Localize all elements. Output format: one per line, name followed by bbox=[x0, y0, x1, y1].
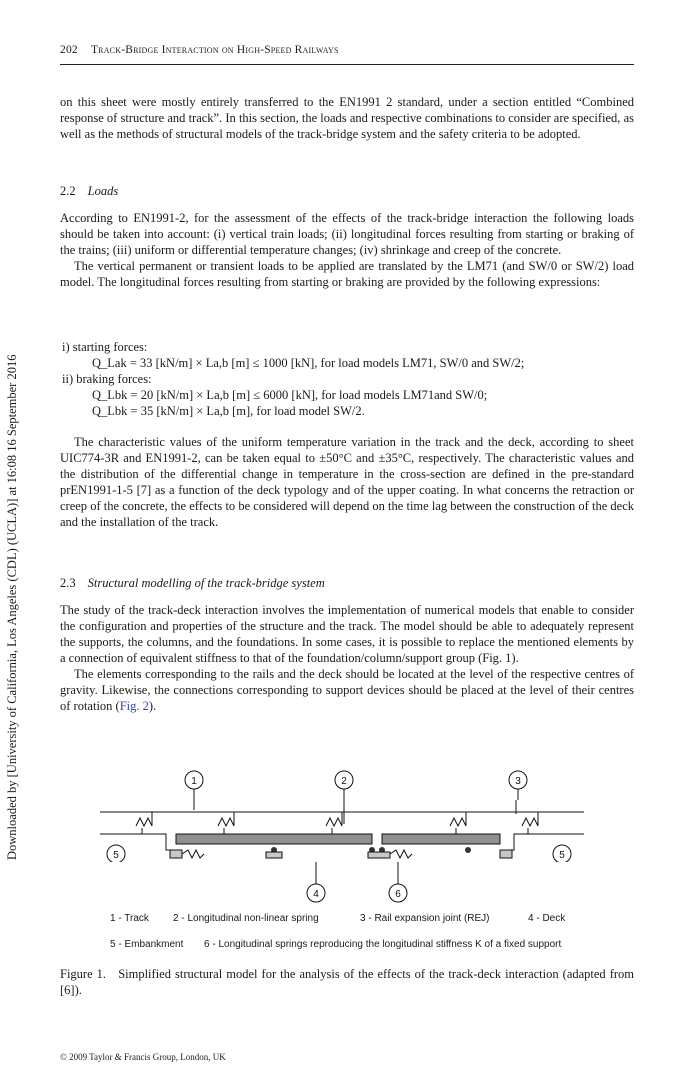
running-title: Track-Bridge Interaction on High-Speed Railways bbox=[90, 44, 339, 56]
marker-6-label: 6 bbox=[395, 889, 401, 900]
legend-spring: 2 - Longitudinal non-linear spring bbox=[173, 913, 319, 924]
marker-5-right-label: 5 bbox=[559, 850, 565, 861]
loads-body bbox=[60, 210, 634, 290]
spring-deck-1 bbox=[218, 812, 234, 834]
equation-braking-lm71: Q_Lbk = 20 [kN/m] × La,b [m] ≤ 6000 [kN], for load models LM71and SW/0; bbox=[92, 388, 488, 402]
spring-deck-3 bbox=[450, 812, 466, 834]
temperature-text: The characteristic values of the uniform temperature variation in the track and the deck, according to sheet UIC774-3R and EN1991-2, can be taken equal to ±50°C and ±35°C, respectively. The characteristic values and the distribution of the differential change in temperature in the cross-section are defined in the pre-standard prEN1991-1-5 [7] as a function of the deck typology and of the upper coating. In what concerns the retraction or creep of the concrete, the effects to be considered will depend on the time lag between the construction of the deck and the installation of the track. bbox=[60, 435, 634, 529]
spring-embankment-1 bbox=[136, 812, 152, 834]
legend-embankment: 5 - Embankment bbox=[110, 939, 184, 950]
figure-caption bbox=[60, 966, 634, 998]
marker-5-left-label: 5 bbox=[113, 850, 119, 861]
marker-1-label: 1 bbox=[191, 776, 197, 787]
legend-rej: 3 - Rail expansion joint (REJ) bbox=[360, 913, 490, 924]
section-title: Loads bbox=[87, 184, 119, 198]
equation-braking-sw2: Q_Lbk = 35 [kN/m] × La,b [m], for load model SW/2. bbox=[92, 404, 365, 418]
support-mid-2 bbox=[368, 852, 390, 858]
list-item-braking: ii) braking forces: bbox=[62, 372, 152, 386]
legend-deck: 4 - Deck bbox=[528, 913, 566, 924]
loads-paragraph-2: The vertical permanent or transient loads to be applied are translated by the LM71 (and SW/0 or SW/2) load model. The longitudinal forces resulting from starting or braking are provided by the following expressions: bbox=[60, 259, 634, 289]
temperature-paragraph bbox=[60, 434, 634, 530]
structural-model-diagram bbox=[96, 766, 596, 862]
support-mid-1 bbox=[266, 852, 282, 858]
section-number: 2.3 bbox=[60, 576, 76, 590]
section-2-3-heading bbox=[60, 576, 325, 591]
spring-embankment-2 bbox=[522, 812, 538, 834]
marker-4-label: 4 bbox=[313, 889, 319, 900]
download-watermark: Downloaded by [University of California, Los Angeles (CDL) (UCLA)] at 16:08 16 September 2016 bbox=[5, 354, 19, 860]
pin-bearing-4 bbox=[465, 847, 471, 853]
support-right bbox=[500, 850, 512, 858]
legend-track: 1 - Track bbox=[110, 913, 149, 924]
intro-text: on this sheet were mostly entirely transferred to the EN1991 2 standard, under a section entitled “Combined response of structure and track”. In this section, the loads and respective combinations to consider are specified, as well as the methods of structural models of the track-bridge system and the safety criteria to be adopted. bbox=[60, 95, 634, 141]
copyright-footer: © 2009 Taylor & Francis Group, London, UK bbox=[60, 1052, 226, 1062]
section-2-2-heading bbox=[60, 184, 118, 199]
intro-paragraph bbox=[60, 94, 634, 142]
spring-deck-2 bbox=[326, 812, 342, 834]
caption-text: Simplified structural model for the analysis of the effects of the track-deck interaction (adapted from [6]). bbox=[60, 967, 635, 997]
equation-starting: Q_Lak = 33 [kN/m] × La,b [m] ≤ 1000 [kN], for load models LM71, SW/0 and SW/2; bbox=[92, 356, 525, 370]
caption-label: Figure 1. bbox=[60, 967, 107, 981]
modelling-body bbox=[60, 602, 634, 714]
support-left bbox=[170, 850, 182, 858]
marker-3-label: 3 bbox=[515, 776, 521, 787]
deck-right bbox=[382, 834, 500, 844]
deck-left bbox=[176, 834, 372, 844]
modelling-paragraph-2: The elements corresponding to the rails and the deck should be located at the level of the respective centres of gravity. Likewise, the connections corresponding to support devices should be placed at the level of their centres of rotation (Fig. 2). bbox=[60, 667, 634, 713]
diagram-lower-markers bbox=[96, 862, 596, 904]
legend-fixed-support: 6 - Longitudinal springs reproducing the longitudinal stiffness K of a fixed support bbox=[204, 939, 562, 950]
marker-2-label: 2 bbox=[341, 776, 347, 787]
loads-paragraph-1: According to EN1991-2, for the assessment of the effects of the track-bridge interaction the following loads should be taken into account: (i) vertical train loads; (ii) longitudinal forces resulting from starting or braking of the trains; (iii) uniform or differential temperature changes; (iv) shrinkage and creep of the concrete. bbox=[60, 211, 634, 257]
list-item-starting: i) starting forces: bbox=[62, 340, 148, 354]
section-title: Structural modelling of the track-bridge system bbox=[87, 576, 325, 590]
fig-2-link[interactable]: Fig. 2 bbox=[119, 699, 149, 713]
embankment-right bbox=[506, 834, 584, 850]
section-number: 2.2 bbox=[60, 184, 76, 198]
page-number: 202 bbox=[60, 44, 78, 56]
bearing-spring-left bbox=[182, 850, 204, 858]
bearing-spring-right bbox=[390, 850, 412, 858]
running-header bbox=[60, 44, 634, 65]
modelling-paragraph-1: The study of the track-deck interaction involves the implementation of numerical models that enable to consider the configuration and properties of the structure and the track. The model should be able to adequately represent the supports, the columns, and the foundations. In some cases, it is possible to replace the mentioned elements by a connection of equivalent stiffness to that of the foundation/column/support group (Fig. 1). bbox=[60, 603, 634, 665]
